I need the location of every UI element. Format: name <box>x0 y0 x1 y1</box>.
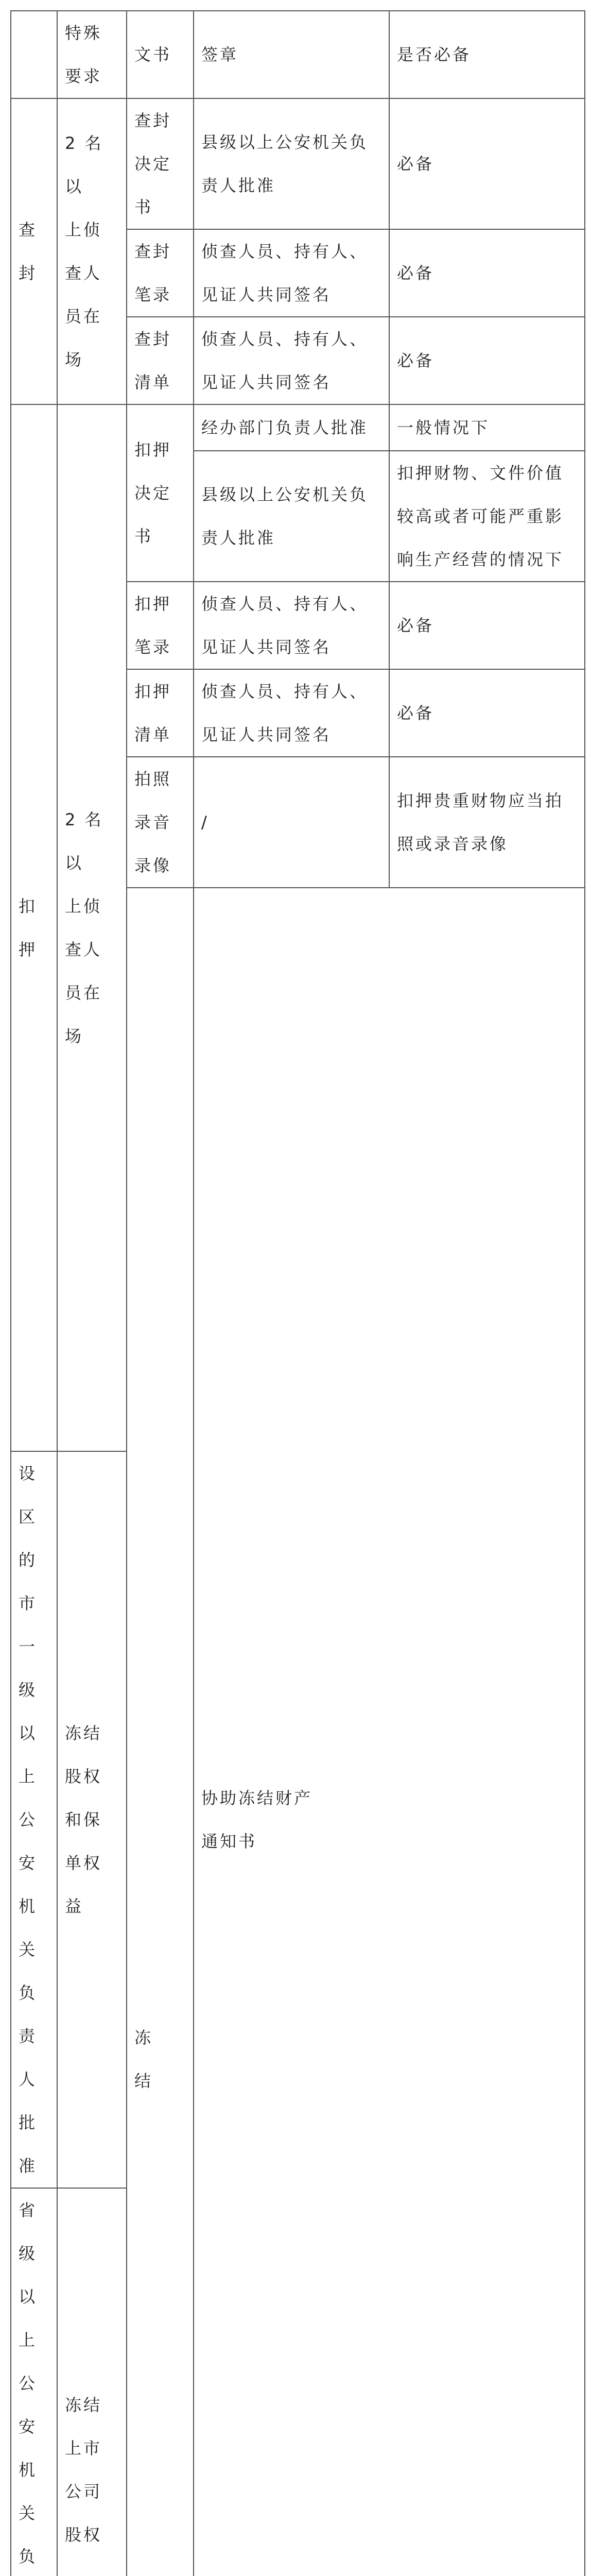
category-freeze: 冻 结 <box>127 888 194 2576</box>
signature-cell: 省级以上公安机关负 <box>11 2188 57 2576</box>
document-cell: 扣押 清单 <box>127 669 194 757</box>
required-cell: 扣押贵重财物应当拍 照或录音录像 <box>389 757 585 888</box>
required-cell: 必备 <box>389 582 585 669</box>
signature-cell: 经办部门负责人批准 <box>194 404 389 451</box>
header-document: 文书 <box>127 11 194 98</box>
header-empty-cell <box>11 11 57 98</box>
signature-cell: 县级以上公安机关负 责人批准 <box>194 98 389 229</box>
regulation-table <box>10 10 585 2576</box>
header-required: 是否必备 <box>389 11 585 98</box>
document-cell: 扣押 笔录 <box>127 582 194 669</box>
document-cell: 扣押 决定 书 <box>127 404 194 582</box>
document-cell: 查封 清单 <box>127 317 194 404</box>
seize-requirement: 2 名以 上侦 查人 员在 场 <box>57 404 127 1451</box>
signature-cell: 侦查人员、持有人、 见证人共同签名 <box>194 582 389 669</box>
table-row <box>11 98 585 229</box>
table-row <box>11 404 585 451</box>
required-cell: 必备 <box>389 669 585 757</box>
category-seize: 扣 押 <box>11 404 57 1451</box>
required-cell: 冻结上市公司股权 <box>57 2188 127 2576</box>
signature-cell: / <box>194 757 389 888</box>
header-special-requirement: 特殊 要求 <box>57 11 127 98</box>
required-cell: 冻结股权和保单权益 <box>57 1451 127 2188</box>
document-cell: 查封 决定 书 <box>127 98 194 229</box>
seal-requirement: 2 名以 上侦 查人 员在 场 <box>57 98 127 404</box>
signature-cell: 设区的市一级以上公 安机关负责人批准 <box>11 1451 57 2188</box>
header-seal: 签章 <box>194 11 389 98</box>
required-cell: 扣押财物、文件价值 较高或者可能严重影 响生产经营的情况下 <box>389 451 585 582</box>
signature-cell: 侦查人员、持有人、 见证人共同签名 <box>194 317 389 404</box>
category-seal: 查 封 <box>11 98 57 404</box>
signature-cell: 侦查人员、持有人、 见证人共同签名 <box>194 229 389 317</box>
required-cell: 必备 <box>389 317 585 404</box>
signature-cell: 侦查人员、持有人、 见证人共同签名 <box>194 669 389 757</box>
table-header-row <box>11 11 585 98</box>
signature-cell: 县级以上公安机关负 责人批准 <box>194 451 389 582</box>
freeze-notice-document: 协助冻结财产 通知书 <box>194 888 585 2576</box>
document-cell: 查封 笔录 <box>127 229 194 317</box>
required-cell: 一般情况下 <box>389 404 585 451</box>
required-cell: 必备 <box>389 229 585 317</box>
document-cell: 拍照 录音 录像 <box>127 757 194 888</box>
required-cell: 必备 <box>389 98 585 229</box>
